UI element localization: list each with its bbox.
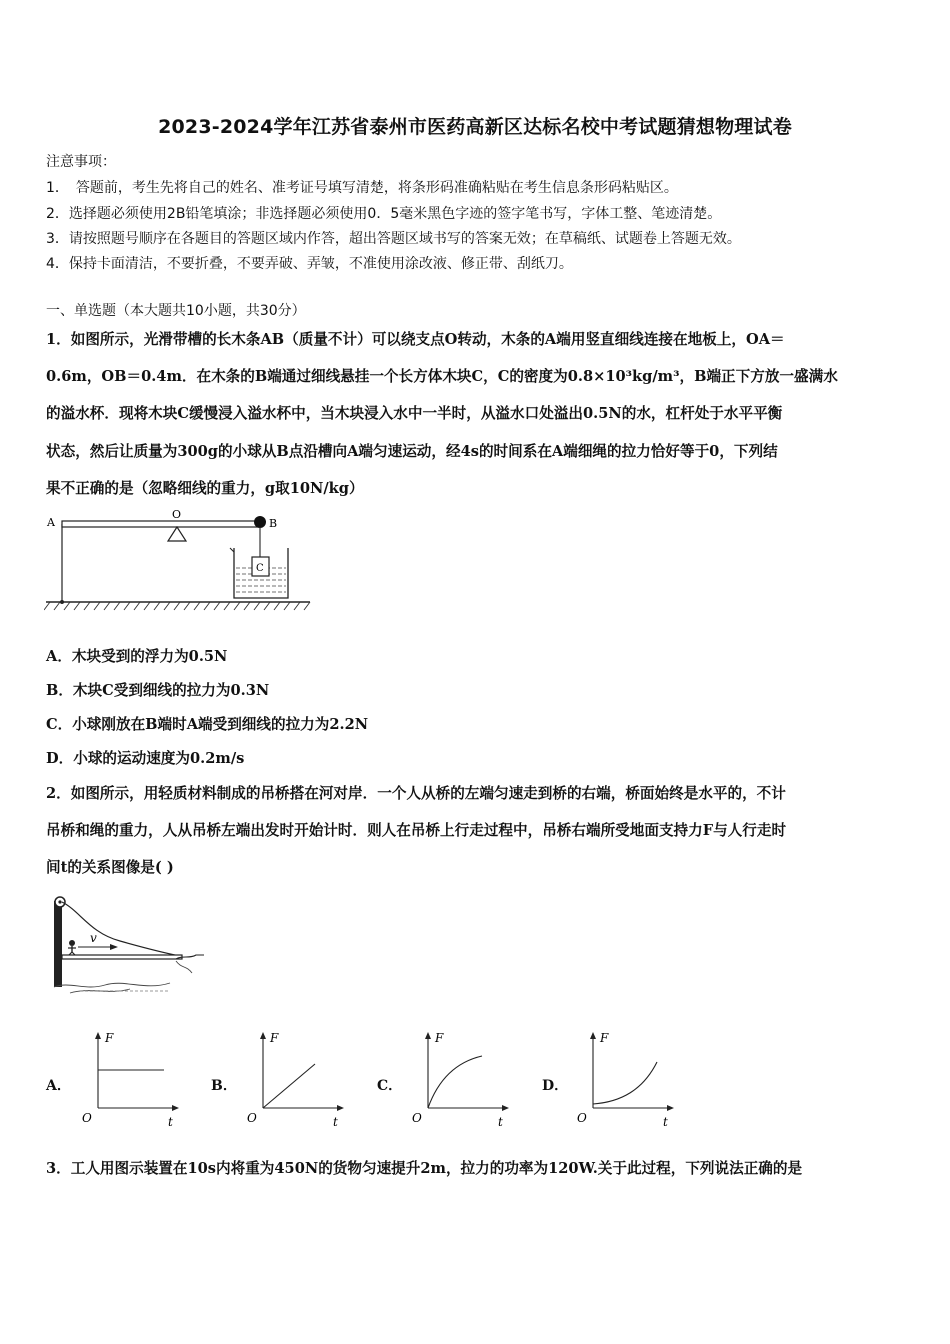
q3-line: 3．工人用图示装置在10s内将重为450N的货物匀速提升2m，拉力的功率为120W.关于此过程，下列说法正确的是 [46,1160,803,1177]
q1-line: 0.6m，OB＝0.4m．在木条的B端通过细线悬挂一个长方体木块C，C的密度为0.8×10³kg/m³，B端正下方放一盛满水 [46,368,838,385]
notice-item: 1． 答题前，考生先将自己的姓名、准考证号填写清楚，将条形码准确粘贴在考生信息条形码粘贴区。 [46,180,678,196]
page-title: 2023-2024学年江苏省泰州市医药高新区达标名校中考试题猜想物理试卷 [158,116,792,138]
label-o: O [172,508,182,521]
notice-item: 4．保持卡面清洁，不要折叠，不要弄破、弄皱，不准使用涂改液、修正带、刮纸刀。 [46,256,573,272]
origin-label: O [412,1111,422,1125]
origin-label: O [247,1111,257,1125]
q1-line: 1．如图所示，光滑带槽的长木条AB（质量不计）可以绕支点O转动，木条的A端用竖直细线连接在地板上，OA＝ [46,331,785,348]
x-axis-label: t [168,1115,173,1129]
notice-item: 3．请按照题号顺序在各题目的答题区域内作答，超出答题区域书写的答案无效；在草稿纸、试题卷上答题无效。 [46,231,741,247]
q2-graph-a[interactable] [78,1030,188,1130]
notice-item: 2．选择题必须使用2B铅笔填涂；非选择题必须使用0．5毫米黑色字迹的签字笔书写，字体工整、笔迹清楚。 [46,206,722,222]
q2-graph-d-label[interactable]: D． [542,1078,569,1094]
y-axis-label: F [600,1031,609,1045]
q1-lever-figure [44,508,314,612]
q1-option-d[interactable]: D．小球的运动速度为0.2m/s [46,750,245,767]
q2-graph-d[interactable] [573,1030,683,1130]
q2-graph-b-label[interactable]: B． [211,1078,237,1094]
y-axis-label: F [105,1031,114,1045]
velocity-label: v [90,931,97,945]
x-axis-label: t [498,1115,503,1129]
q2-line: 吊桥和绳的重力，人从吊桥左端出发时开始计时．则人在吊桥上行走过程中，吊桥右端所受地面支持力F与人行走时 [46,822,787,839]
q2-graph-a-label[interactable]: A． [46,1078,71,1094]
q1-line: 状态，然后让质量为300g的小球从B点沿槽向A端匀速运动，经4s的时间系在A端细绳的拉力恰好等于0，下列结 [46,443,778,460]
q2-graph-b[interactable] [243,1030,353,1130]
q2-bridge-figure [50,893,210,997]
q2-line: 2．如图所示，用轻质材料制成的吊桥搭在河对岸．一个人从桥的左端匀速走到桥的右端，桥面始终是水平的，不计 [46,785,786,802]
notice-heading: 注意事项： [46,154,116,170]
y-axis-label: F [270,1031,279,1045]
q1-option-b[interactable]: B．木块C受到细线的拉力为0.3N [46,682,270,699]
q2-line: 间t的关系图像是( ) [46,859,174,876]
x-axis-label: t [663,1115,668,1129]
q2-graph-c[interactable] [408,1030,518,1130]
q1-option-a[interactable]: A．木块受到的浮力为0.5N [46,648,228,665]
q1-line: 的溢水杯．现将木块C缓慢浸入溢水杯中，当木块浸入水中一半时，从溢水口处溢出0.5N的水，杠杆处于水平平衡 [46,405,783,422]
origin-label: O [82,1111,92,1125]
section-heading: 一、单选题（本大题共10小题，共30分） [46,303,306,319]
y-axis-label: F [435,1031,444,1045]
label-a: A [47,516,55,529]
q1-option-c[interactable]: C．小球刚放在B端时A端受到细线的拉力为2.2N [46,716,369,733]
q2-graph-c-label[interactable]: C． [377,1078,403,1094]
q1-line: 果不正确的是（忽略细线的重力，g取10N/kg） [46,480,364,497]
x-axis-label: t [333,1115,338,1129]
label-c: C [256,563,264,574]
label-b: B [269,517,278,530]
origin-label: O [577,1111,587,1125]
